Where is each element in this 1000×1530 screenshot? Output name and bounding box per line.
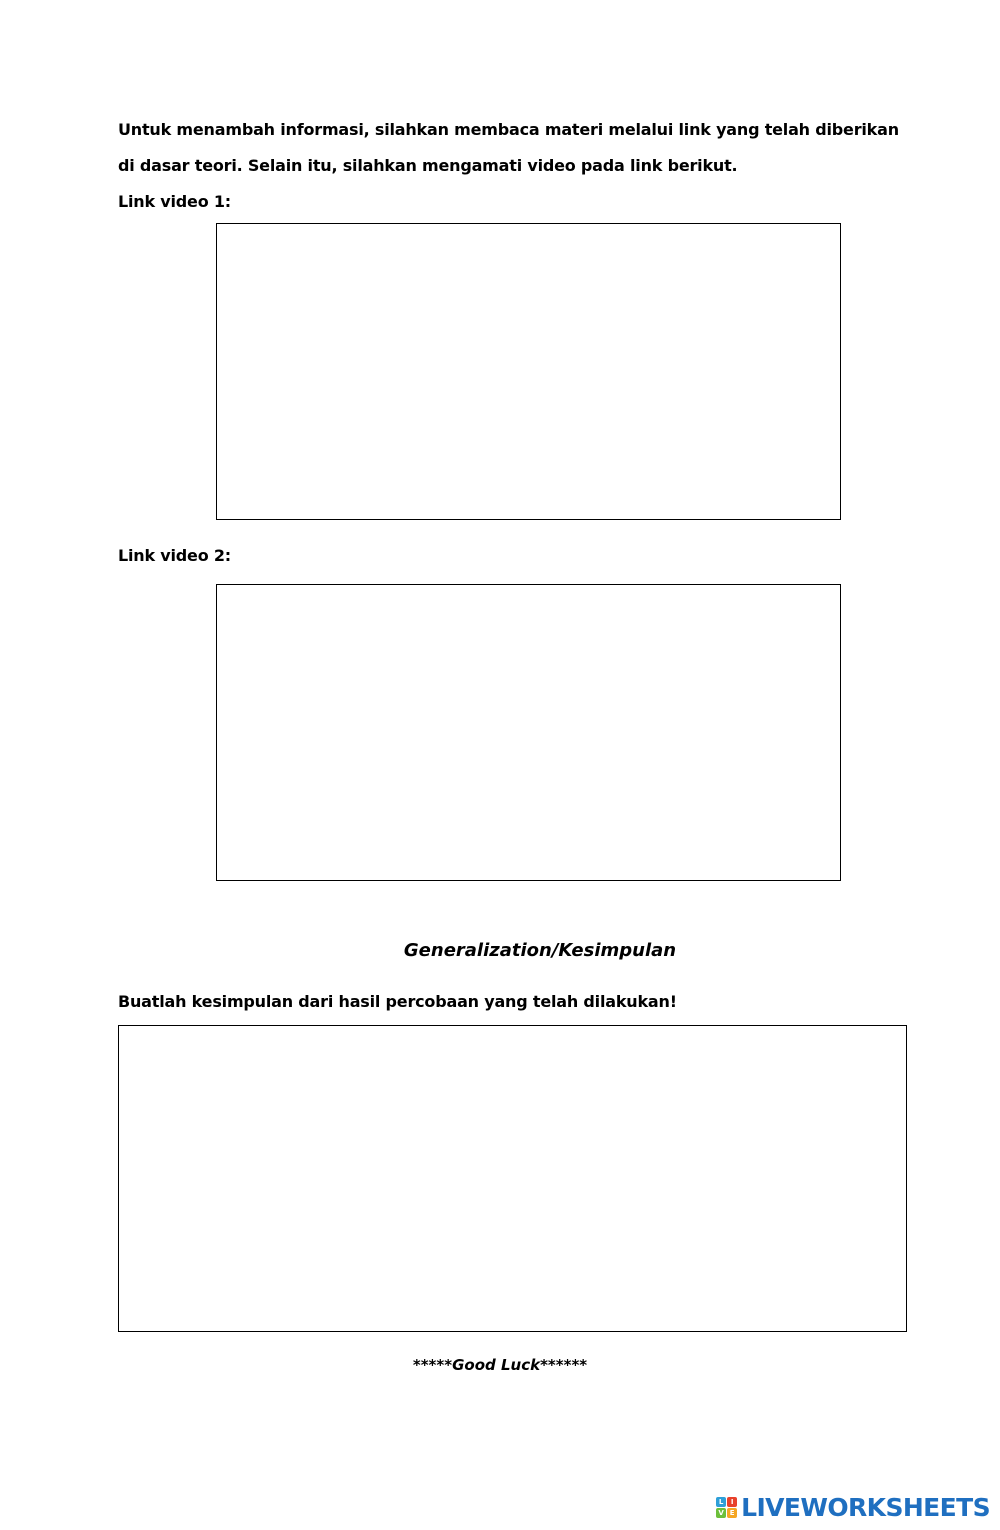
good-luck-text: *****Good Luck****** bbox=[412, 1356, 588, 1374]
generalization-heading: Generalization/Kesimpulan bbox=[403, 940, 677, 961]
logo-mark-icon bbox=[716, 1497, 737, 1518]
conclusion-instruction: Buatlah kesimpulan dari hasil percobaan yang telah dilakukan! bbox=[118, 992, 677, 1011]
conclusion-answer-box[interactable] bbox=[118, 1025, 907, 1332]
video-1-frame[interactable] bbox=[216, 223, 841, 520]
video-2-label: Link video 2: bbox=[118, 546, 231, 565]
intro-line-1: Untuk menambah informasi, silahkan membaca materi melalui link yang telah diberikan bbox=[118, 120, 899, 139]
logo-mark-v: V bbox=[716, 1508, 726, 1518]
intro-line-2: di dasar teori. Selain itu, silahkan mengamati video pada link berikut. bbox=[118, 156, 738, 175]
liveworksheets-logo bbox=[716, 1493, 990, 1522]
logo-text: LIVEWORKSHEETS bbox=[741, 1493, 990, 1522]
logo-mark-i: I bbox=[727, 1497, 737, 1507]
video-1-label: Link video 1: bbox=[118, 192, 231, 211]
logo-mark-l: L bbox=[716, 1497, 726, 1507]
video-2-frame[interactable] bbox=[216, 584, 841, 881]
logo-mark-e: E bbox=[727, 1508, 737, 1518]
